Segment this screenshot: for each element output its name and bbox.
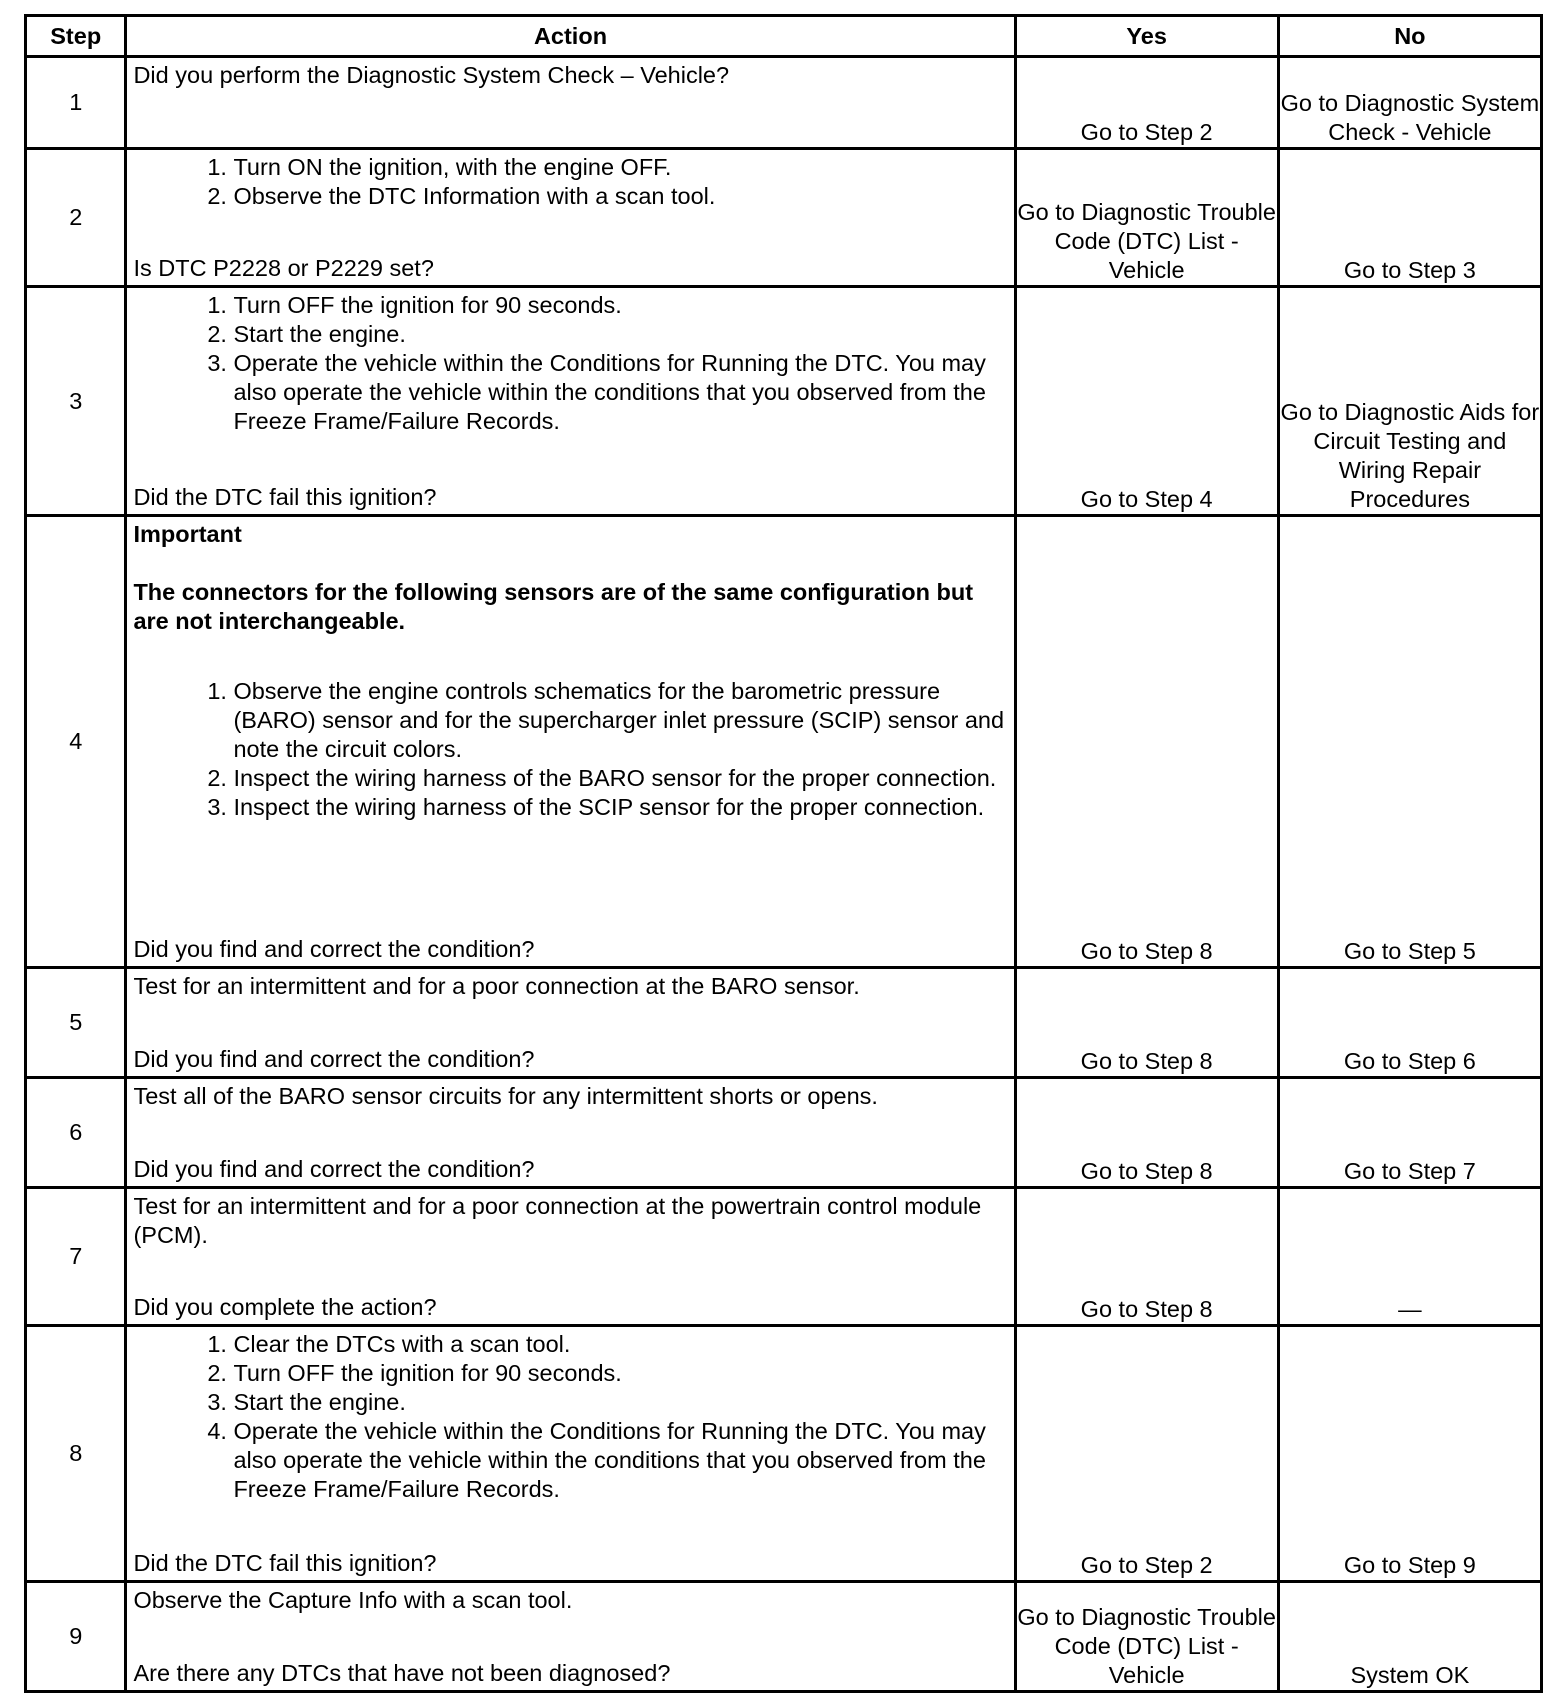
header-row — [26, 16, 1542, 57]
no-cell: Go to Step 7 — [1278, 1078, 1541, 1188]
no-cell: Go to Step 5 — [1278, 516, 1541, 968]
action-question: Did the DTC fail this ignition? — [133, 1550, 437, 1576]
step-number: 4 — [26, 516, 126, 968]
action-step: 2. Observe the DTC Information with a scan tool. — [233, 182, 1007, 211]
yes-cell: Go to Step 2 — [1015, 57, 1278, 149]
action-cell — [126, 1582, 1015, 1692]
action-cell — [126, 149, 1015, 287]
no-cell: Go to Diagnostic Aids for Circuit Testing and Wiring Repair Procedures — [1278, 287, 1541, 516]
step-number: 3 — [26, 287, 126, 516]
action-step: 2. Inspect the wiring harness of the BARO sensor for the proper connection. — [233, 764, 1007, 793]
no-cell: Go to Step 9 — [1278, 1326, 1541, 1582]
action-cell — [126, 1188, 1015, 1326]
action-step: 3. Inspect the wiring harness of the SCIP sensor for the proper connection. — [233, 793, 1007, 822]
action-question: Did you complete the action? — [133, 1294, 437, 1320]
table-row-step-2 — [26, 149, 1542, 287]
action-intro: Test all of the BARO sensor circuits for any intermittent shorts or opens. — [133, 1083, 878, 1109]
step-number: 6 — [26, 1078, 126, 1188]
table-row-step-6 — [26, 1078, 1542, 1188]
action-step: 1. Turn ON the ignition, with the engine OFF. — [233, 153, 1007, 182]
important-text: The connectors for the following sensors are of the same configuration but are not interchangeable. — [133, 579, 974, 634]
diagnostic-table — [24, 14, 1543, 1693]
table-row-step-8 — [26, 1326, 1542, 1582]
table-row-step-3 — [26, 287, 1542, 516]
table-row-step-7 — [26, 1188, 1542, 1326]
yes-cell: Go to Step 8 — [1015, 516, 1278, 968]
action-question: Did the DTC fail this ignition? — [133, 484, 437, 510]
yes-cell: Go to Diagnostic Trouble Code (DTC) List - Vehicle — [1015, 149, 1278, 287]
action-steps — [133, 291, 1007, 436]
table-row-step-9 — [26, 1582, 1542, 1692]
step-number: 2 — [26, 149, 126, 287]
no-cell: Go to Step 3 — [1278, 149, 1541, 287]
action-question: Did you find and correct the condition? — [133, 1156, 535, 1182]
action-step: 3. Start the engine. — [233, 1388, 1007, 1417]
step-number: 9 — [26, 1582, 126, 1692]
action-intro: Did you perform the Diagnostic System Check – Vehicle? — [133, 62, 730, 88]
table-row-step-1 — [26, 57, 1542, 149]
step-number: 8 — [26, 1326, 126, 1582]
action-step: 1. Clear the DTCs with a scan tool. — [233, 1330, 1007, 1359]
action-steps — [133, 677, 1007, 822]
yes-cell: Go to Diagnostic Trouble Code (DTC) List - Vehicle — [1015, 1582, 1278, 1692]
diagnostic-table-container — [24, 14, 1543, 1693]
step-number: 5 — [26, 968, 126, 1078]
action-cell — [126, 1326, 1015, 1582]
no-cell: Go to Diagnostic System Check - Vehicle — [1278, 57, 1541, 149]
action-cell — [126, 287, 1015, 516]
header-action: Action — [126, 16, 1015, 57]
table-row-step-5 — [26, 968, 1542, 1078]
header-no: No — [1278, 16, 1541, 57]
action-question: Are there any DTCs that have not been diagnosed? — [133, 1660, 671, 1686]
yes-cell: Go to Step 4 — [1015, 287, 1278, 516]
action-question: Did you find and correct the condition? — [133, 936, 535, 962]
action-intro: Test for an intermittent and for a poor connection at the BARO sensor. — [133, 973, 860, 999]
action-cell — [126, 516, 1015, 968]
action-step: 4. Operate the vehicle within the Conditions for Running the DTC. You may also operate the vehicle within the conditions that you observed from the Freeze Frame/Failure Records. — [233, 1417, 1007, 1504]
action-intro: Test for an intermittent and for a poor connection at the powertrain control module (PCM). — [133, 1193, 982, 1248]
action-cell — [126, 57, 1015, 149]
no-cell: Go to Step 6 — [1278, 968, 1541, 1078]
action-intro: Observe the Capture Info with a scan tool. — [133, 1587, 573, 1613]
action-steps — [133, 153, 1007, 211]
action-cell — [126, 968, 1015, 1078]
no-cell: — — [1278, 1188, 1541, 1326]
yes-cell: Go to Step 2 — [1015, 1326, 1278, 1582]
action-cell — [126, 1078, 1015, 1188]
table-row-step-4 — [26, 516, 1542, 968]
action-step: 2. Start the engine. — [233, 320, 1007, 349]
action-question: Is DTC P2228 or P2229 set? — [133, 255, 434, 281]
step-number: 1 — [26, 57, 126, 149]
yes-cell: Go to Step 8 — [1015, 1188, 1278, 1326]
yes-cell: Go to Step 8 — [1015, 968, 1278, 1078]
important-notice — [133, 520, 1007, 822]
action-step: 3. Operate the vehicle within the Conditions for Running the DTC. You may also operate the vehicle within the conditions that you observed from the Freeze Frame/Failure Records. — [233, 349, 1007, 436]
action-steps — [133, 1330, 1007, 1504]
important-title: Important — [133, 521, 242, 547]
action-step: 1. Turn OFF the ignition for 90 seconds. — [233, 291, 1007, 320]
action-step: 1. Observe the engine controls schematics for the barometric pressure (BARO) sensor and for the supercharger inlet pressure (SCIP) sensor and note the circuit colors. — [233, 677, 1007, 764]
header-yes: Yes — [1015, 16, 1278, 57]
action-question: Did you find and correct the condition? — [133, 1046, 535, 1072]
action-step: 2. Turn OFF the ignition for 90 seconds. — [233, 1359, 1007, 1388]
header-step: Step — [26, 16, 126, 57]
yes-cell: Go to Step 8 — [1015, 1078, 1278, 1188]
no-cell: System OK — [1278, 1582, 1541, 1692]
step-number: 7 — [26, 1188, 126, 1326]
